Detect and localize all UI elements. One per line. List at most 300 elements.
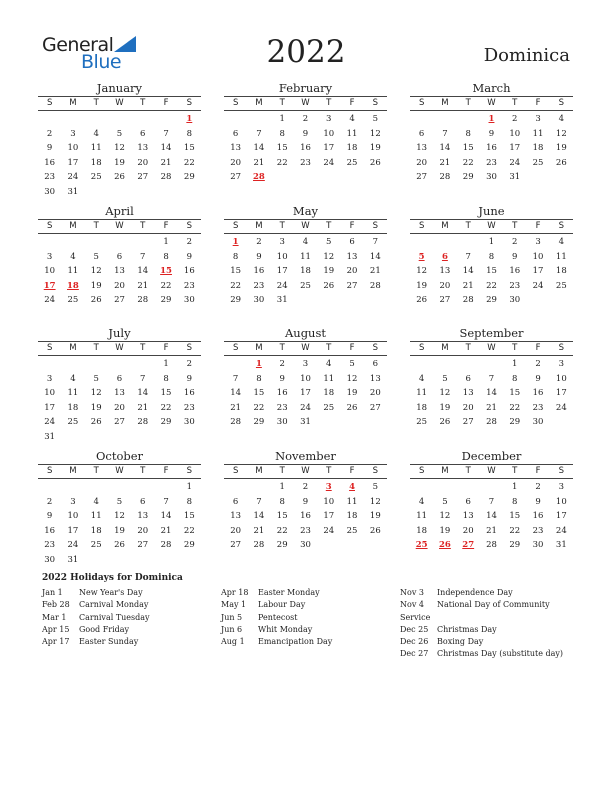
day-cell: 20 (137, 157, 149, 168)
day-cell (108, 112, 131, 127)
day-cell: 20 (369, 388, 381, 398)
weekday-label: S (186, 343, 193, 353)
day-cell: 5 (372, 114, 379, 124)
week-row (224, 279, 387, 294)
day-cell: 10 (555, 496, 567, 507)
day-cell: 6 (140, 496, 146, 507)
month-september (410, 325, 573, 430)
holiday-item (221, 624, 393, 636)
weekday-label: T (140, 221, 146, 231)
day-cell: 29 (509, 540, 521, 550)
day-cell: 10 (44, 388, 56, 398)
weekday-label: T (326, 98, 332, 108)
week-row (224, 415, 387, 430)
day-cell: 12 (416, 266, 428, 276)
day-cell: 15 (486, 266, 497, 276)
day-cell: 10 (532, 251, 544, 262)
day-cell: 29 (462, 172, 474, 182)
day-cell: 12 (369, 128, 381, 139)
month-title: August (284, 326, 326, 340)
weekday-label: M (69, 343, 77, 353)
day-cell: 10 (67, 143, 79, 153)
day-cell: 31 (300, 417, 311, 427)
weekday-header (410, 341, 573, 356)
day-cell (317, 415, 340, 430)
day-cell: 17 (44, 402, 56, 413)
day-cell: 16 (509, 266, 521, 276)
day-cell (550, 415, 573, 430)
day-cell: 23 (532, 402, 544, 413)
day-cell: 9 (535, 373, 541, 384)
day-cell: 16 (44, 157, 56, 168)
weekday-label: S (186, 98, 193, 108)
day-cell: 13 (230, 511, 242, 521)
day-cell: 21 (253, 157, 265, 168)
day-cell: 30 (183, 417, 195, 427)
day-cell: 2 (535, 359, 541, 369)
weekday-label: S (232, 221, 239, 231)
weekday-label: S (46, 466, 53, 476)
day-cell: 14 (439, 143, 451, 153)
day-cell: 10 (300, 373, 311, 384)
day-cell: 8 (256, 373, 262, 384)
month-january (38, 80, 201, 199)
month-title: March (472, 81, 511, 95)
weekday-label: T (326, 466, 332, 476)
month-march (410, 80, 573, 185)
month-august (224, 325, 387, 430)
weekday-label: F (535, 98, 541, 108)
week-row (410, 538, 573, 553)
page-title-year: 2022 (266, 34, 346, 70)
day-cell: 7 (140, 251, 146, 262)
month-title: February (278, 81, 333, 95)
weekday-header (410, 96, 573, 111)
weekday-label: T (140, 466, 146, 476)
day-cell: 7 (140, 373, 146, 384)
week-row (410, 156, 573, 171)
weekday-label: T (93, 343, 99, 353)
day-cell: 15 (183, 511, 195, 521)
day-cell: 13 (137, 143, 149, 153)
day-cell: 8 (512, 373, 518, 384)
day-cell: 22 (486, 280, 497, 291)
day-cell: 1 (163, 359, 169, 369)
day-cell (85, 357, 108, 372)
day-cell: 28 (253, 540, 265, 550)
day-cell (224, 357, 247, 372)
day-cell: 6 (372, 359, 379, 369)
day-cell: 10 (67, 511, 79, 521)
day-cell: 14 (462, 266, 474, 276)
holiday-item (400, 648, 572, 660)
day-cell: 14 (160, 511, 172, 521)
week-row (410, 415, 573, 430)
week-row (410, 250, 573, 265)
weekday-label: T (512, 98, 518, 108)
day-cell: 28 (160, 172, 172, 182)
week-row (410, 509, 573, 524)
day-cell (526, 293, 549, 308)
month-title: June (478, 204, 505, 218)
day-cell: 7 (163, 128, 169, 139)
day-cell: 4 (418, 496, 425, 507)
holiday-item (221, 599, 393, 611)
day-cell: 11 (67, 388, 79, 398)
holiday-day-cell: 15 (160, 266, 172, 276)
day-cell: 14 (369, 251, 381, 262)
month-june (410, 203, 573, 308)
weekday-label: T (326, 343, 332, 353)
day-cell: 9 (46, 511, 53, 521)
holiday-item (42, 612, 214, 624)
day-cell: 23 (300, 525, 311, 536)
day-cell: 13 (369, 373, 381, 384)
day-cell: 29 (486, 295, 497, 305)
day-cell: 12 (555, 128, 567, 139)
day-cell (340, 293, 363, 308)
month-december (410, 448, 573, 553)
day-cell: 19 (114, 157, 125, 168)
weekday-label: M (441, 343, 449, 353)
month-title: November (275, 449, 336, 463)
day-cell: 10 (276, 251, 288, 262)
day-cell: 18 (346, 511, 358, 521)
week-row (38, 156, 201, 171)
weekday-label: S (232, 343, 239, 353)
day-cell: 22 (230, 280, 242, 291)
day-cell: 23 (509, 280, 521, 291)
day-cell: 8 (279, 496, 285, 507)
week-row (410, 401, 573, 416)
day-cell: 1 (279, 114, 285, 124)
weekday-label: T (140, 98, 146, 108)
day-cell (85, 185, 108, 200)
day-cell: 23 (532, 525, 544, 536)
day-cell: 13 (114, 266, 125, 276)
week-row (410, 279, 573, 294)
weekday-label: S (418, 98, 425, 108)
month-title: September (459, 326, 524, 340)
day-cell: 17 (532, 266, 544, 276)
day-cell: 8 (279, 128, 285, 139)
weekday-label: T (465, 343, 471, 353)
day-cell: 19 (439, 402, 451, 413)
weekday-label: T (279, 221, 285, 231)
day-cell: 26 (114, 540, 125, 550)
holiday-item (221, 587, 393, 599)
week-row (224, 293, 387, 308)
day-cell: 27 (369, 402, 381, 413)
day-cell: 15 (276, 143, 288, 153)
holiday-day-cell: 5 (418, 251, 425, 262)
holiday-day-cell: 1 (488, 114, 495, 124)
day-cell: 4 (349, 114, 355, 124)
day-cell: 25 (346, 525, 358, 536)
holidays-title: 2022 Holidays for Dominica (42, 573, 183, 583)
weekday-label: T (279, 466, 285, 476)
day-cell: 4 (70, 251, 76, 262)
day-cell: 24 (555, 402, 567, 413)
day-cell: 30 (44, 554, 56, 565)
day-cell: 18 (323, 388, 335, 398)
week-row (38, 415, 201, 430)
weekday-label: T (512, 466, 518, 476)
weekday-header (224, 96, 387, 111)
holiday-day-cell: 18 (67, 280, 79, 291)
day-cell: 24 (44, 417, 56, 427)
holidays-column (400, 587, 572, 661)
day-cell: 16 (486, 143, 497, 153)
day-cell: 26 (555, 157, 567, 168)
day-cell: 24 (532, 280, 544, 291)
day-cell: 20 (114, 402, 125, 413)
day-cell: 17 (276, 266, 288, 276)
day-cell: 13 (439, 266, 451, 276)
day-cell: 22 (183, 525, 195, 536)
day-cell: 11 (346, 128, 358, 139)
day-cell: 5 (116, 128, 123, 139)
weekday-label: T (512, 343, 518, 353)
day-cell: 29 (230, 295, 242, 305)
day-cell: 28 (369, 280, 381, 291)
day-cell: 3 (326, 114, 332, 124)
weekday-label: T (326, 221, 332, 231)
day-cell (38, 112, 61, 127)
day-cell: 15 (253, 388, 265, 398)
week-row (224, 357, 387, 372)
day-cell: 6 (232, 496, 239, 507)
day-cell: 5 (93, 373, 99, 384)
holidays-column (221, 587, 393, 648)
holiday-day-cell: 1 (232, 237, 239, 247)
holiday-item (42, 599, 214, 611)
month-title: December (461, 449, 522, 463)
country-name: Dominica (483, 45, 570, 66)
weekday-label: F (163, 343, 169, 353)
weekday-label: S (558, 221, 565, 231)
day-cell (38, 480, 61, 495)
weekday-label: S (372, 221, 379, 231)
day-cell: 20 (462, 525, 474, 536)
day-cell: 26 (369, 525, 381, 536)
holiday-date: Mar 1 (42, 612, 67, 622)
week-row (224, 538, 387, 553)
day-cell (85, 112, 108, 127)
day-cell: 20 (462, 402, 474, 413)
day-cell: 27 (137, 172, 149, 182)
day-cell: 5 (93, 251, 99, 262)
day-cell: 28 (230, 417, 242, 427)
day-cell (410, 480, 433, 495)
day-cell: 6 (232, 128, 239, 139)
holiday-day-cell: 6 (441, 251, 448, 262)
day-cell: 12 (90, 388, 102, 398)
day-cell: 12 (346, 373, 358, 384)
day-cell: 18 (416, 402, 428, 413)
month-november (224, 448, 387, 553)
day-cell: 15 (160, 388, 172, 398)
weekday-label: S (232, 466, 239, 476)
day-cell: 26 (416, 295, 428, 305)
weekday-label: F (535, 343, 541, 353)
day-cell: 21 (253, 525, 265, 536)
day-cell: 15 (183, 143, 195, 153)
day-cell: 9 (302, 496, 309, 507)
day-cell: 1 (279, 482, 285, 492)
day-cell: 17 (509, 143, 521, 153)
day-cell: 1 (512, 482, 518, 492)
holiday-name-continued: Service (400, 612, 431, 622)
weekday-label: S (372, 343, 379, 353)
day-cell: 3 (535, 114, 541, 124)
day-cell: 26 (369, 157, 381, 168)
holiday-name: Labour Day (258, 600, 306, 610)
day-cell: 27 (230, 172, 242, 182)
day-cell (410, 357, 433, 372)
holidays-column (42, 587, 214, 648)
day-cell: 14 (253, 511, 265, 521)
weekday-header (410, 219, 573, 234)
day-cell: 27 (114, 417, 125, 427)
month-title: October (95, 449, 144, 463)
day-cell: 14 (230, 388, 242, 398)
day-cell: 4 (558, 114, 565, 124)
week-row (410, 170, 573, 185)
day-cell: 11 (300, 251, 311, 262)
week-row (410, 372, 573, 387)
day-cell: 22 (276, 525, 288, 536)
day-cell: 15 (509, 511, 521, 521)
weekday-label: M (255, 221, 263, 231)
day-cell: 13 (346, 251, 358, 262)
day-cell: 12 (439, 511, 451, 521)
day-cell: 19 (114, 525, 125, 536)
day-cell: 28 (160, 540, 172, 550)
week-row (38, 185, 201, 200)
day-cell: 9 (46, 143, 53, 153)
weekday-header (38, 341, 201, 356)
day-cell: 12 (114, 143, 125, 153)
weekday-label: T (512, 221, 518, 231)
week-row (224, 524, 387, 539)
day-cell (131, 112, 154, 127)
day-cell: 16 (253, 266, 265, 276)
weekday-header (224, 341, 387, 356)
day-cell (317, 538, 340, 553)
day-cell: 18 (555, 266, 567, 276)
day-cell: 4 (418, 373, 425, 384)
day-cell: 4 (93, 128, 99, 139)
holiday-item (221, 636, 393, 648)
weekday-label: T (93, 98, 99, 108)
holiday-item (400, 587, 572, 599)
week-row (38, 430, 201, 445)
day-cell: 5 (442, 373, 448, 384)
day-cell: 16 (183, 266, 195, 276)
holiday-item (400, 599, 572, 611)
day-cell: 20 (439, 280, 451, 291)
day-cell: 3 (535, 237, 541, 247)
day-cell (247, 480, 270, 495)
day-cell: 31 (555, 540, 567, 550)
day-cell: 22 (462, 157, 474, 168)
day-cell: 3 (46, 251, 53, 262)
day-cell: 6 (116, 373, 123, 384)
day-cell: 21 (486, 402, 497, 413)
holiday-name: Carnival Tuesday (79, 612, 150, 622)
day-cell: 24 (276, 280, 288, 291)
day-cell: 30 (44, 186, 56, 197)
day-cell: 16 (44, 525, 56, 536)
day-cell: 24 (323, 157, 335, 168)
day-cell: 19 (369, 511, 381, 521)
week-row (38, 495, 201, 510)
holiday-date: May 1 (221, 600, 247, 610)
day-cell: 27 (230, 540, 242, 550)
day-cell: 25 (300, 280, 311, 291)
holiday-date: Jun 6 (221, 624, 243, 634)
day-cell: 25 (555, 280, 567, 291)
weekday-label: M (441, 221, 449, 231)
day-cell (131, 430, 154, 445)
day-cell: 11 (416, 388, 428, 398)
day-cell: 27 (462, 417, 474, 427)
month-october (38, 448, 201, 567)
day-cell: 7 (442, 128, 448, 139)
day-cell (364, 415, 387, 430)
day-cell: 18 (416, 525, 428, 536)
day-cell: 7 (232, 373, 239, 384)
day-cell: 25 (90, 172, 102, 182)
week-row (410, 112, 573, 127)
day-cell: 28 (439, 172, 451, 182)
day-cell: 19 (90, 402, 102, 413)
day-cell: 24 (67, 172, 79, 182)
month-may (224, 203, 387, 308)
day-cell: 2 (512, 114, 518, 124)
week-row (224, 509, 387, 524)
weekday-label: W (115, 221, 124, 231)
week-row (38, 112, 201, 127)
week-row (38, 372, 201, 387)
day-cell: 8 (465, 128, 471, 139)
weekday-label: S (418, 466, 425, 476)
day-cell: 23 (183, 280, 195, 291)
day-cell: 23 (44, 172, 56, 182)
weekday-label: T (465, 466, 471, 476)
day-cell: 20 (230, 525, 242, 536)
day-cell: 22 (509, 525, 521, 536)
holiday-name: Whit Monday (258, 624, 313, 634)
day-cell: 1 (163, 237, 169, 247)
day-cell (131, 553, 154, 568)
day-cell (433, 112, 456, 127)
weekday-label: S (418, 221, 425, 231)
day-cell: 9 (256, 251, 262, 262)
day-cell: 28 (137, 417, 149, 427)
day-cell: 6 (349, 237, 355, 247)
week-row (38, 538, 201, 553)
day-cell: 4 (302, 237, 309, 247)
holiday-item (42, 624, 214, 636)
day-cell: 6 (116, 251, 123, 262)
day-cell: 14 (253, 143, 265, 153)
weekday-label: F (349, 221, 355, 231)
holiday-name: Easter Monday (258, 588, 320, 597)
day-cell: 30 (300, 540, 311, 550)
day-cell: 2 (279, 359, 285, 369)
